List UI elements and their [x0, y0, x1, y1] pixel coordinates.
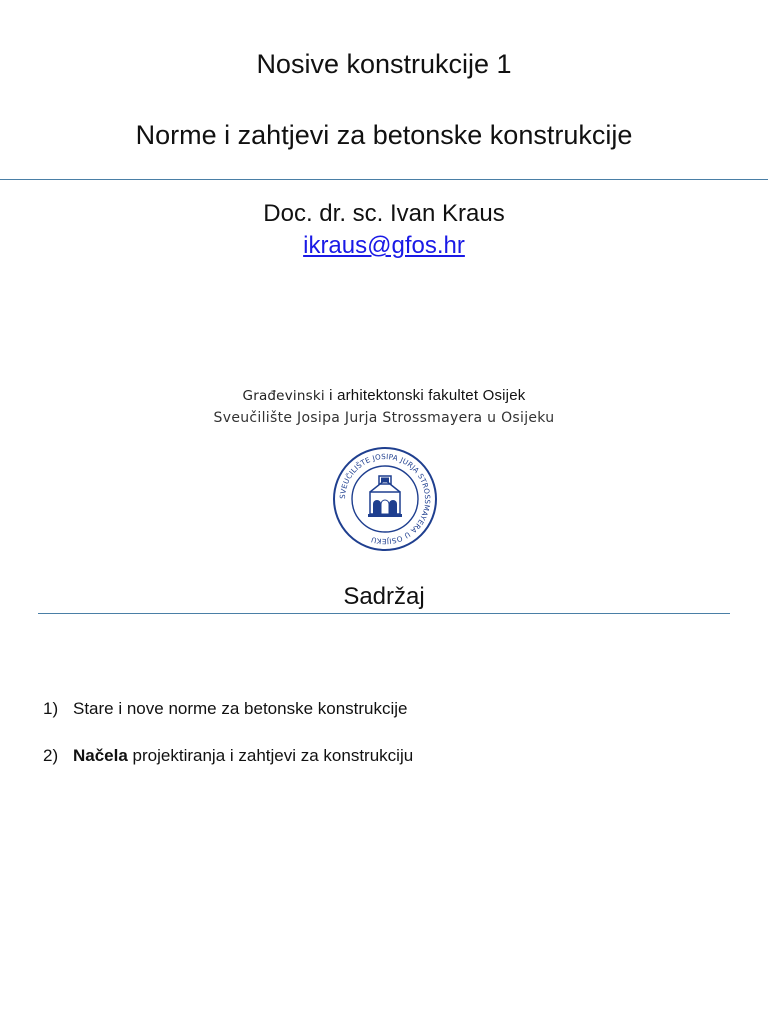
- seal-text-path: SVEUČILIŠTE JOSIPA JURJA STROSSMAYERA U OSIJEKU: [337, 451, 433, 547]
- contents-item-bold: Načela: [73, 746, 128, 765]
- faculty-prefix: Građevinski: [242, 388, 325, 404]
- university-seal-icon: [332, 446, 438, 552]
- contents-item-text: Stare i nove norme za betonske konstrukcije: [73, 699, 408, 718]
- contents-item-text: projektiranja i zahtjevi za konstrukciju: [127, 746, 414, 765]
- contents-item-number: 2): [43, 746, 59, 765]
- faculty-rest: i arhitektonski fakultet Osijek: [329, 387, 526, 404]
- contents-heading: Sadržaj: [343, 583, 425, 610]
- contents-item-1: [43, 697, 408, 721]
- contents-item-number: 1): [43, 699, 59, 718]
- author-email: [0, 230, 768, 262]
- contents-item-2: [43, 744, 413, 768]
- document-title: Nosive konstrukcije 1: [256, 49, 512, 79]
- faculty-name: [0, 386, 768, 406]
- document-subtitle: Norme i zahtjevi za betonske konstrukcije: [135, 120, 633, 150]
- author-email-link[interactable]: ikraus@gfos.hr: [303, 232, 465, 259]
- contents-divider: [38, 613, 730, 614]
- author-name: Doc. dr. sc. Ivan Kraus: [263, 200, 505, 227]
- university-name: Sveučilište Josipa Jurja Strossmayera u Osijeku: [213, 410, 555, 426]
- header-divider: [0, 179, 768, 180]
